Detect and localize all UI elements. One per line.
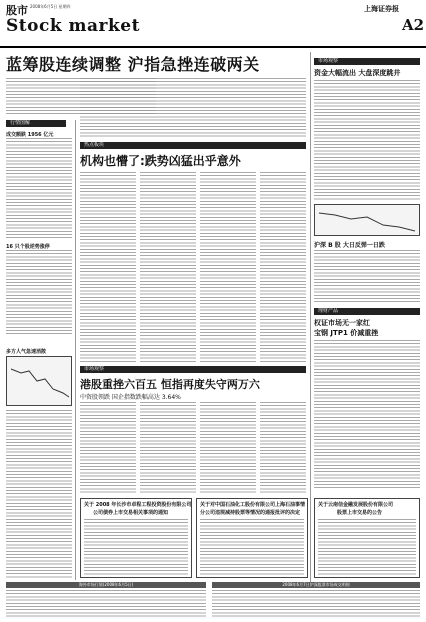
right-column-rule xyxy=(310,52,311,582)
section-name: 股市 xyxy=(6,4,28,17)
market-subhead: 中资股领跌 国企指数跌幅高达 3.64% xyxy=(80,394,181,401)
market-text-col2 xyxy=(140,402,196,494)
feature-text-col3 xyxy=(200,172,256,362)
notice-1-text xyxy=(84,519,188,575)
notice-3-title: 关于云南信金融发展股份有限公司 xyxy=(318,502,394,508)
notice-box-2 xyxy=(196,498,308,578)
notice-2-title: 关于对中国石油化工股份有限公司上海石油事情 xyxy=(200,502,306,508)
feature-headline: 机构也懵了:跌势凶猛出乎意外 xyxy=(80,154,241,168)
newspaper-name: 上海证券报 xyxy=(364,4,399,13)
date-line: 2008年6月5日 星期四 xyxy=(30,4,71,9)
right-section-label-2: 理财产品 xyxy=(314,308,420,315)
notice-3-text xyxy=(318,519,416,575)
feature-text-col1 xyxy=(80,172,136,362)
sidebar-item-sentiment: 多方人气急速消散 xyxy=(6,349,47,355)
column-rule xyxy=(75,120,76,580)
right-sub1-text xyxy=(314,250,420,304)
sidebar-text-2 xyxy=(6,250,72,336)
notice-box-1 xyxy=(80,498,192,578)
feature-text-col4 xyxy=(260,172,306,362)
sentiment-chart-svg xyxy=(7,357,71,405)
sidebar-text-3 xyxy=(6,410,72,578)
sidebar-text-1 xyxy=(6,138,72,238)
notice-1-title: 关于 2008 年长沙市卓程工程投资股份有限公司 xyxy=(84,502,192,508)
feature-text-col2 xyxy=(140,172,196,362)
notice-1-sub: 公司债券上市交易相关事项的通知 xyxy=(93,510,169,516)
page-number: A2 xyxy=(402,16,425,34)
notice-2-sub: 分公司违规减持股票等情况的通报批评的决定 xyxy=(200,510,301,516)
right-headline-2: 权证市场无一家红 xyxy=(314,319,370,327)
right-chart xyxy=(314,204,420,236)
right-section-label: 市场观察 xyxy=(314,58,420,65)
sidebar-item-turnover: 成交额跌 1956 亿元 xyxy=(6,132,54,138)
right-article-text-2 xyxy=(314,340,420,490)
right-headline-2b: 宝钢 JTP1 价减重挫 xyxy=(314,329,379,337)
table-1-body xyxy=(6,590,206,618)
table-2-title: 2008年6月7日沪深股票市场成交明细 xyxy=(212,582,420,588)
market-headline: 港股重挫六百五 恒指再度失守两万六 xyxy=(80,378,260,391)
table-1-title: 海外市场行情(2008年6月5日) xyxy=(6,582,206,588)
section-title-en: Stock market xyxy=(6,16,140,36)
notice-3-sub: 股票上市交易的公告 xyxy=(337,510,383,516)
market-text-col4 xyxy=(260,402,306,494)
right-sub1: 沪深 B 股 大日反弹一日跌 xyxy=(314,242,385,249)
right-article-text xyxy=(314,80,420,200)
main-headline: 蓝筹股连续调整 沪指急挫连破两关 xyxy=(6,55,260,74)
sentiment-chart xyxy=(6,356,72,406)
right-headline: 资金大幅流出 大盘深度跳井 xyxy=(314,69,401,77)
market-text-col3 xyxy=(200,402,256,494)
table-2-body xyxy=(212,590,420,618)
sidebar-item-limit-up: 16 只个股逆势涨停 xyxy=(6,244,50,250)
notice-2-text xyxy=(200,519,304,575)
main-article-text xyxy=(80,78,306,138)
sidebar-label: 行情图解 xyxy=(6,120,66,127)
feature-section-label: 热点板块 xyxy=(80,142,306,149)
market-section-label: 市场观察 xyxy=(80,366,306,373)
market-text-col1 xyxy=(80,402,136,494)
right-chart-svg xyxy=(315,205,419,235)
notice-box-3 xyxy=(314,498,420,578)
